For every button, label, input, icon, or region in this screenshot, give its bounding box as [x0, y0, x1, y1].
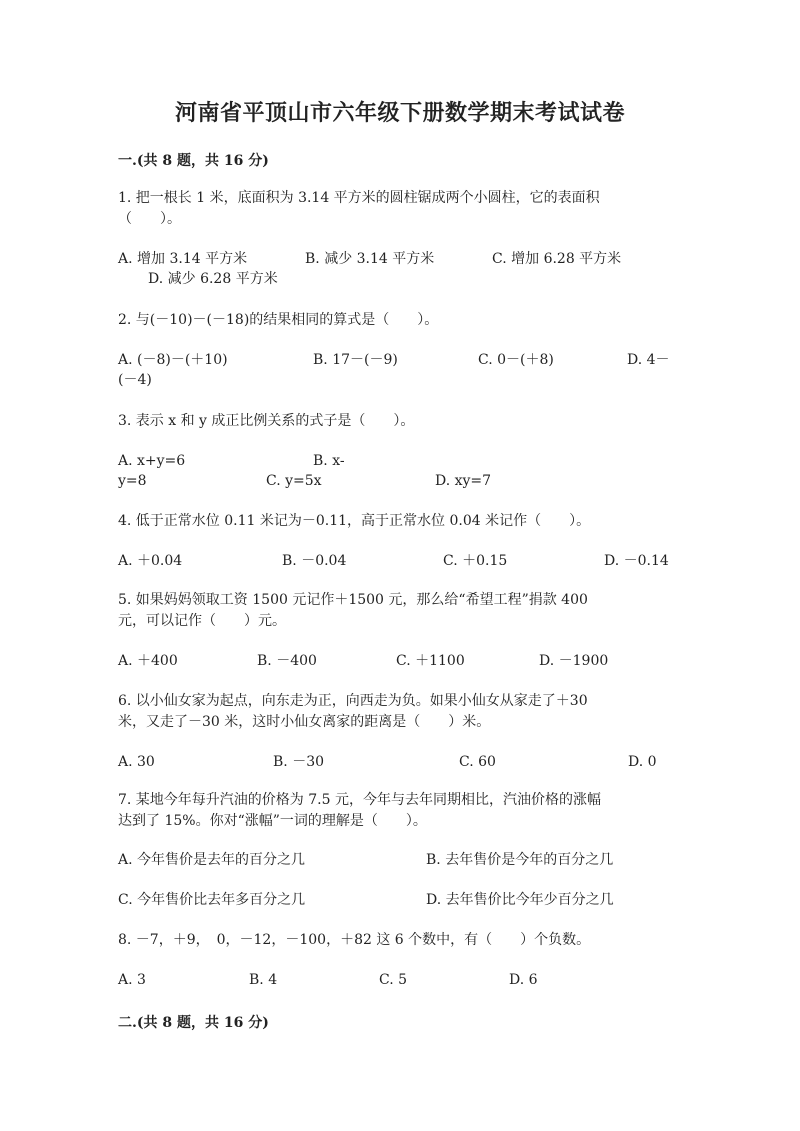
- question-2-option-a: A. (－8)－(＋10): [118, 352, 228, 368]
- question-6-option-d: D. 0: [628, 754, 657, 770]
- question-4-line-1: 4. 低于正常水位 0.11 米记为－0.11，高于正常水位 0.04 米记作（ ）。: [118, 513, 591, 529]
- question-6-option-a: A. 30: [118, 754, 155, 770]
- question-5-option-b: B. －400: [257, 653, 317, 669]
- question-1-line-1: 1. 把一根长 1 米，底面积为 3.14 平方米的圆柱锯成两个小圆柱，它的表面积: [118, 190, 600, 206]
- question-6-line-2: 米，又走了－30 米，这时小仙女离家的距离是（ ）米。: [118, 714, 491, 730]
- question-2-line-1: 2. 与(－10)－(－18)的结果相同的算式是（ ）。: [118, 312, 439, 328]
- question-5-line-1: 5. 如果妈妈领取工资 1500 元记作＋1500 元，那么给“希望工程”捐款 400: [118, 592, 588, 608]
- section-2-header: 二.(共 8 题，共 16 分): [118, 1015, 269, 1031]
- question-8-option-c: C. 5: [379, 972, 408, 988]
- question-5-option-c: C. ＋1100: [396, 653, 465, 669]
- question-3-option-d: D. xy=7: [435, 473, 492, 489]
- question-4-option-d: D. －0.14: [604, 553, 669, 569]
- question-3-option-a: A. x+y=6: [118, 453, 186, 469]
- question-4-option-b: B. －0.04: [282, 553, 347, 569]
- question-2-option-b: B. 17－(－9): [313, 352, 398, 368]
- question-7-option-d: D. 去年售价比今年少百分之几: [426, 892, 614, 908]
- question-7-line-2: 达到了 15%。你对“涨幅”一词的理解是（ ）。: [118, 813, 427, 829]
- question-7-line-1: 7. 某地今年每升汽油的价格为 7.5 元，今年与去年同期相比，汽油价格的涨幅: [118, 792, 601, 808]
- question-7-option-b: B. 去年售价是今年的百分之几: [426, 852, 614, 868]
- question-5-option-a: A. ＋400: [118, 653, 178, 669]
- question-8-option-d: D. 6: [509, 972, 538, 988]
- question-5-option-d: D. －1900: [539, 653, 609, 669]
- question-8-option-b: B. 4: [249, 972, 278, 988]
- question-6-option-b: B. －30: [273, 754, 325, 770]
- question-8-option-a: A. 3: [118, 972, 146, 988]
- question-2-option-d: D. 4－: [627, 352, 670, 368]
- question-3-option-b-continued: y=8: [118, 473, 147, 489]
- question-4-option-a: A. ＋0.04: [118, 553, 183, 569]
- question-8-line-1: 8. －7，＋9， 0，－12，－100，＋82 这 6 个数中，有（ ）个负数。: [118, 932, 591, 948]
- question-3-option-c: C. y=5x: [266, 473, 322, 489]
- question-2-option-d-continued: (－4): [118, 372, 152, 388]
- question-5-line-2: 元，可以记作（ ）元。: [118, 613, 286, 629]
- question-4-option-c: C. ＋0.15: [443, 553, 508, 569]
- question-1-line-2: （ ）。: [118, 211, 181, 227]
- question-7-option-a: A. 今年售价是去年的百分之几: [118, 852, 306, 868]
- question-1-option-b: B. 减少 3.14 平方米: [305, 251, 435, 267]
- question-3-line-1: 3. 表示 x 和 y 成正比例关系的式子是（ ）。: [118, 413, 415, 429]
- question-1-option-a: A. 增加 3.14 平方米: [118, 251, 248, 267]
- question-3-option-b: B. x-: [313, 453, 345, 469]
- question-7-option-c: C. 今年售价比去年多百分之几: [118, 892, 306, 908]
- question-6-line-1: 6. 以小仙女家为起点，向东走为正，向西走为负。如果小仙女从家走了＋30: [118, 693, 588, 709]
- question-6-option-c: C. 60: [459, 754, 496, 770]
- question-1-option-c: C. 增加 6.28 平方米: [492, 251, 622, 267]
- question-1-option-d: D. 减少 6.28 平方米: [148, 271, 278, 287]
- page-title: 河南省平顶山市六年级下册数学期末考试试卷: [174, 100, 625, 126]
- section-1-header: 一.(共 8 题，共 16 分): [118, 153, 269, 169]
- question-2-option-c: C. 0－(＋8): [478, 352, 554, 368]
